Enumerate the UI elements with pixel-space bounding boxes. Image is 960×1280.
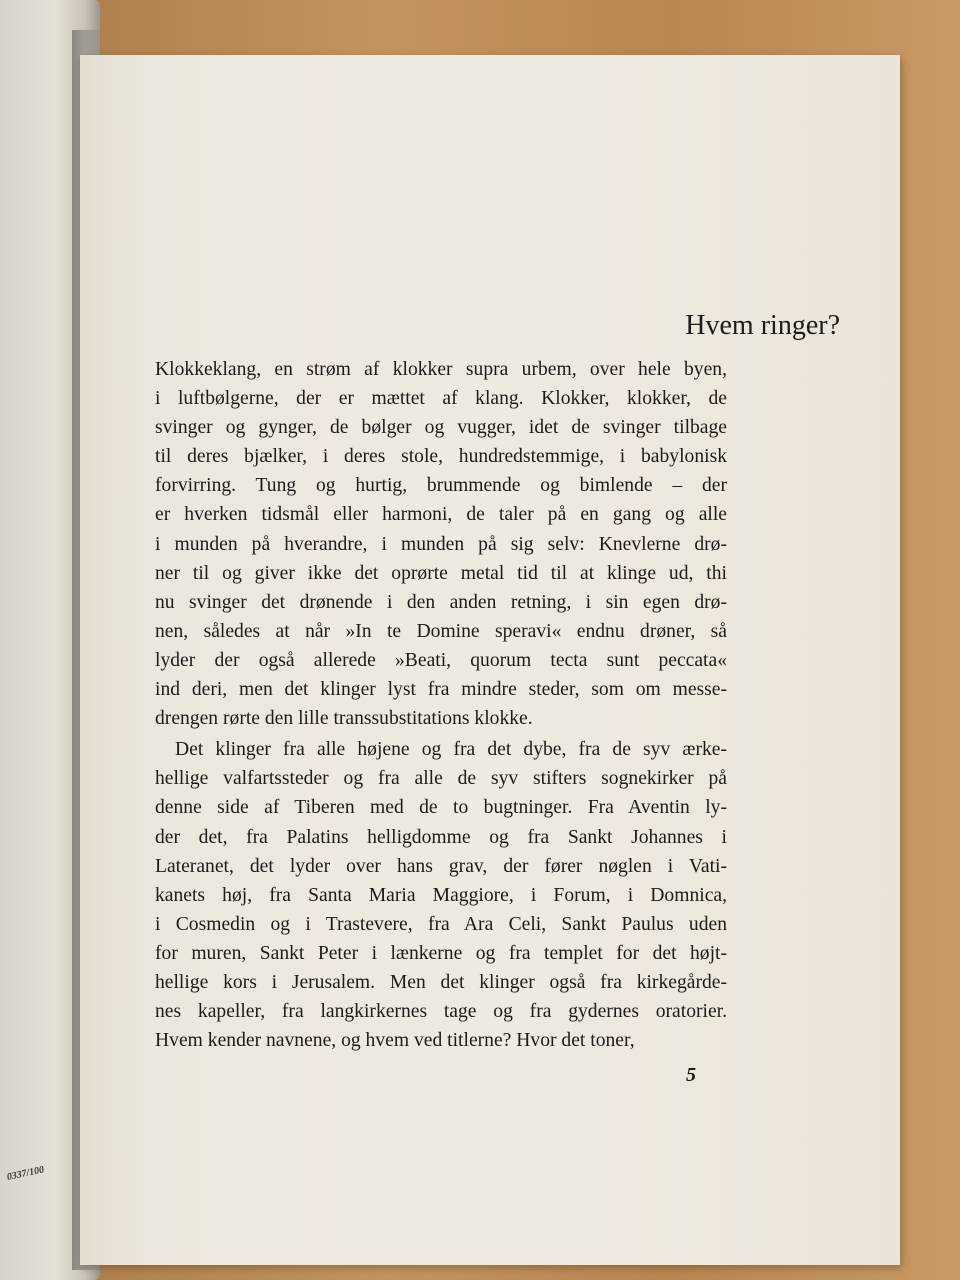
paragraph	[155, 355, 727, 733]
paragraph	[155, 735, 727, 1055]
text-line: for muren, Sankt Peter i lænkerne og fra templet for det højt-	[155, 942, 727, 964]
text-line: drengen rørte den lille transsubstitations klokke.	[155, 708, 533, 730]
text-line: hellige kors i Jerusalem. Men det klinger også fra kirkegårde-	[155, 971, 727, 993]
body-text	[155, 355, 727, 1055]
text-line: der det, fra Palatins helligdomme og fra Sankt Johannes i	[155, 826, 727, 848]
text-line: forvirring. Tung og hurtig, brummende og bimlende – der	[155, 475, 727, 497]
text-line: Hvem kender navnene, og hvem ved titlerne? Hvor det toner,	[155, 1030, 635, 1052]
text-line: svinger og gynger, de bølger og vugger, idet de svinger tilbage	[155, 417, 727, 439]
text-line: ner til og giver ikke det oprørte metal tid til at klinge ud, thi	[155, 562, 727, 584]
text-line: nu svinger det drønende i den anden retning, i sin egen drø-	[155, 591, 727, 613]
text-line: Det klinger fra alle højene og fra det dybe, fra de syv ærke-	[175, 739, 727, 761]
text-line: kanets høj, fra Santa Maria Maggiore, i Forum, i Domnica,	[155, 884, 727, 906]
text-line: til deres bjælker, i deres stole, hundredstemmige, i babylonisk	[155, 446, 727, 468]
text-line: nen, således at når »In te Domine speravi« endnu drøner, så	[155, 620, 727, 642]
text-line: i munden på hverandre, i munden på sig selv: Knevlerne drø-	[155, 533, 727, 555]
text-line: Klokkeklang, en strøm af klokker supra urbem, over hele byen,	[155, 359, 727, 380]
chapter-title: Hvem ringer?	[685, 310, 840, 341]
text-line: hellige valfartssteder og fra alle de syv stifters sognekirker på	[155, 768, 727, 790]
text-line: er hverken tidsmål eller harmoni, de taler på en gang og alle	[155, 504, 727, 526]
text-line: denne side af Tiberen med de to bugtninger. Fra Aventin ly-	[155, 797, 727, 819]
page-number: 5	[686, 1064, 696, 1086]
text-line: nes kapeller, fra langkirkernes tage og fra gydernes oratorier.	[155, 1001, 727, 1023]
text-line: lyder der også allerede »Beati, quorum tecta sunt peccata«	[155, 649, 727, 671]
text-line: i luftbølgerne, der er mættet af klang. Klokker, klokker, de	[155, 388, 727, 410]
text-line: ind deri, men det klinger lyst fra mindre steder, som om messe-	[155, 679, 727, 701]
left-page-code: 0337/100	[5, 1164, 46, 1183]
text-line: Lateranet, det lyder over hans grav, der fører nøglen i Vati-	[155, 855, 727, 877]
show-through-text	[140, 175, 840, 325]
text-line: i Cosmedin og i Trastevere, fra Ara Celi, Sankt Paulus uden	[155, 913, 727, 935]
